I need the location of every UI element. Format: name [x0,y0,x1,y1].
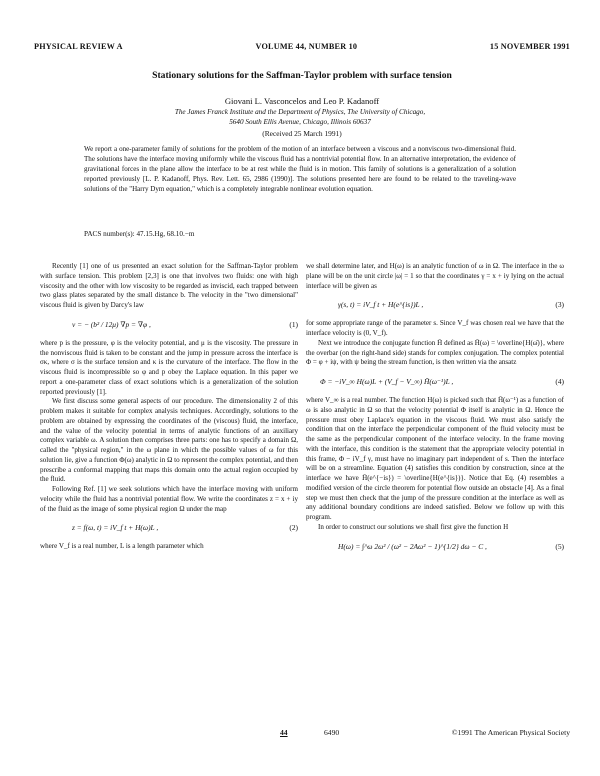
equation-body: z = f(ω, t) = iV_f t + H(ω)L , [72,523,159,533]
paragraph: we shall determine later, and H(ω) is an analytic function of ω in Ω. The interface in the ω plane will be on the unit circle |ω| = 1 so that the coordinates γ = x + iy lying on the actual interface will be given as [306,262,564,290]
paragraph: We first discuss some general aspects of our procedure. The dimensionality 2 of this problem makes it suitable for complex analysis techniques. Accordingly, solutions to the problem are obtained by expressing the coordinates of the (viscous) fluid, the interface, and the value of the velocity potential in terms of analytic functions of an auxiliary complex variable ω. A solution then comprises three parts: one has to specify a domain Ω, called the "physical region," in the ω plane in which the possible values of ω for this solution lie, give a function Φ(ω) analytic in Ω to represent the complex potential, and then prescribe a conformal mapping that maps this domain onto the actual region occupied by the fluid. [40,397,298,484]
paragraph: Next we introduce the conjugate function H̄ defined as H̄(ω) = \overline{H(ω̄)}, where the overbar (on the right-hand side) stands for complex conjugation. The complex potential Φ = φ + iψ, with ψ being the stream function, is then written via the ansatz [306,338,564,367]
paper-title: Stationary solutions for the Saffman-Taylor problem with surface tension [152,70,452,81]
paragraph: for some appropriate range of the parameter s. Since V_f was chosen real we have that the interface velocity is (0, V_f). [306,319,564,337]
equation-body: v = − (b² / 12μ) ∇p = ∇φ , [72,319,151,329]
equation-1 [40,313,298,337]
equation-number: (3) [555,300,564,310]
equation-5 [306,535,564,559]
equation-body: H(ω) = ∫^ω 2ω² / (ω² − 2Aω² − 1)^{1/2} dω − C , [338,541,487,551]
affiliation [100,107,500,127]
paragraph: Recently [1] one of us presented an exact solution for the Saffman-Taylor problem with surface tension. This problem [2,3] is one that involves two fluids: one with high viscosity and the other with low viscosity to be regarded as inviscid, each trapped between two glass plates separated by the small distance b. The velocity in the "two dimensional" viscous fluid is given by Darcy's law [40,262,298,309]
equation-4 [306,370,564,394]
left-column [40,262,298,552]
equation-body: γ(s, t) = iV_f t + H(e^{is})L , [338,300,424,310]
affiliation-line-1: The James Franck Institute and the Department of Physics, The University of Chicago, [174,108,426,116]
equation-2 [40,516,298,540]
equation-body: Φ = −iV_∞ H(ω)L + (V_f − V_∞) H̄(ω⁻¹)L , [320,377,454,387]
volume-number: VOLUME 44, NUMBER 10 [255,42,358,51]
equation-number: (5) [555,541,564,551]
journal-name: PHYSICAL REVIEW A [34,42,123,51]
pacs-numbers: PACS number(s): 47.15.Hg, 68.10.−m [84,230,195,238]
issue-date: 15 NOVEMBER 1991 [489,42,570,51]
running-head [34,42,570,51]
equation-number: (2) [289,523,298,533]
page-number: 6490 [324,728,340,737]
paragraph: where p is the pressure, φ is the velocity potential, and μ is the viscosity. The pressure in the nonviscous fluid is taken to be constant and the jump in pressure across the interface is σκ, where σ is the surface tension and κ is the curvature of the interface. The flow in the viscous fluid is incompressible so φ and p obey the Laplace equation. In this paper we report a one-parameter class of exact solutions which is a generalization of the solution reported previously [1]. [40,338,298,396]
right-column [306,262,564,561]
equation-3 [306,293,564,317]
equation-number: (4) [555,377,564,387]
paragraph: Following Ref. [1] we seek solutions which have the interface moving with uniform velocity while the fluid has a nontrivial potential flow. We write the coordinates z = x + iy of the fluid as the image of some physical region Ω under the map [40,485,298,513]
copyright-notice: ©1991 The American Physical Society [451,728,570,737]
abstract: We report a one-parameter family of solutions for the problem of the motion of an interface between a viscous and a nonviscous two-dimensional fluid. The solutions have the interface moving uniformly while the viscous fluid has a nontrivial potential flow. In an alternative interpretation, the evidence of gravitational forces in the plane allow the interface to be at rest while the fluid is in motion. This family of solutions is a generalization of a solution reported previously [L. P. Kadanoff, Phys. Rev. Lett. 65, 2986 (1990)]. The solutions presented here are found to be related to the traveling-wave solutions of the "Harry Dym equation," which is a completely integrable nonlinear evolution equation. [84,145,516,193]
paragraph: In order to construct our solutions we shall first give the function H [318,522,509,531]
paragraph: where V_f is a real number, L is a length parameter which [40,542,204,551]
footer-volume: 44 [280,728,288,737]
affiliation-line-2: 5640 South Ellis Avenue, Chicago, Illinois 60637 [229,118,371,126]
received-date: (Received 25 March 1991) [262,129,342,138]
author-list: Giovani L. Vasconcelos and Leo P. Kadanoff [224,96,380,106]
paragraph: where V_∞ is a real number. The function H(ω) is picked such that H̄(ω⁻¹) as a function of ω is also analytic in Ω so that the velocity potential Φ itself is analytic in Ω. Hence the pressure must obey Laplace's equation in the viscous fluid. We must also satisfy the condition that on the interface the perpendicular component of the fluid velocity must be the same as the perpendicular component of the interface velocity. In the frame moving with the interface, this condition is the statement that the appropriate velocity potential in this frame, Φ − iV_f γ, must have no imaginary part independent of s. Then the interface will be on a streamline. Equation (4) satisfies this condition by construction, since at the interface we have H̄(e^{−is}) = \overline{H(e^{is})}. Notice that Eq. (4) resembles a modified version of the circle theorem for potential flow outside an obstacle [4]. As a final step we must then check that the jump of the pressure condition at the interface as well as any additional boundary conditions are indeed satisfied. Below we follow up with this program. [306,396,564,521]
equation-number: (1) [289,319,298,329]
